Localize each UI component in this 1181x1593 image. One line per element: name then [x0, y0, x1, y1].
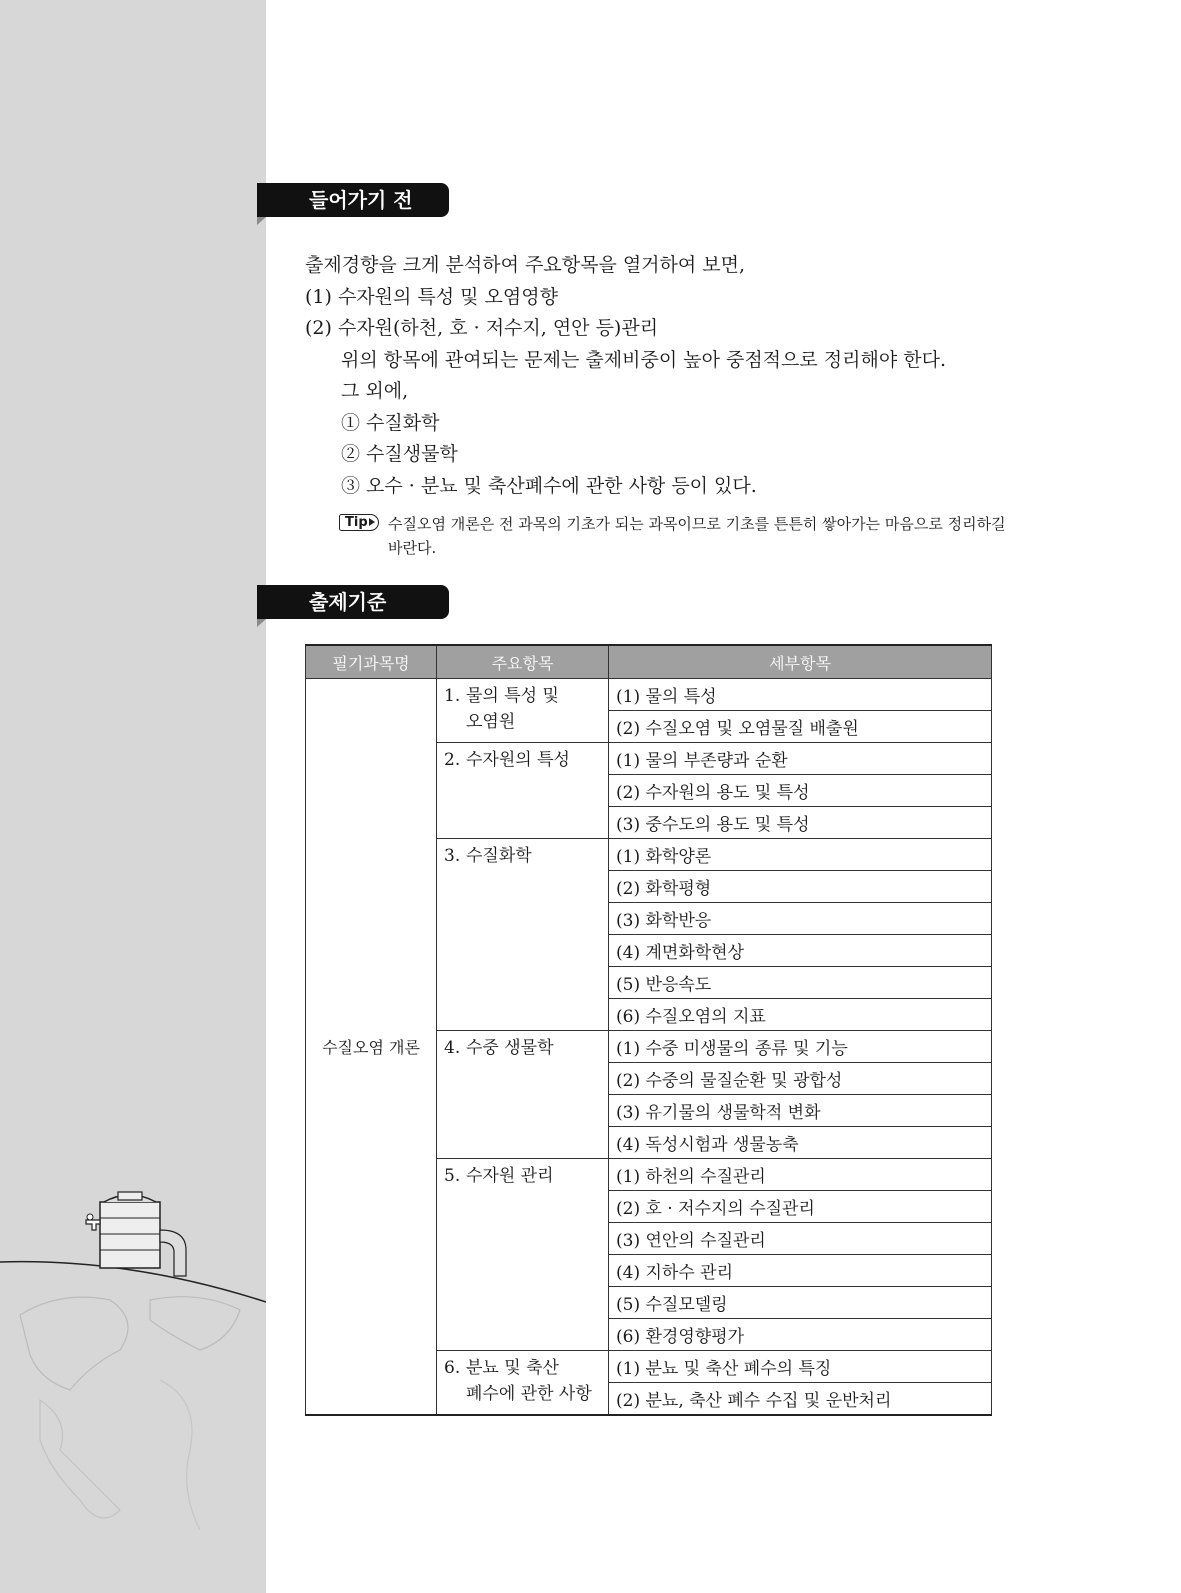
major-item-label: 물의 특성 및 [466, 686, 559, 706]
intro-line: ③ 오수 · 분뇨 및 축산폐수에 관한 사항 등이 있다. [341, 474, 757, 497]
intro-line: 출제경향을 크게 분석하여 주요항목을 열거하여 보면, [305, 254, 746, 276]
major-item-number: 6. [444, 1358, 461, 1378]
major-item-cell [437, 679, 609, 743]
detail-item-cell: (3) 중수도의 용도 및 특성 [609, 807, 992, 839]
detail-item-cell: (2) 수자원의 용도 및 특성 [609, 775, 992, 807]
detail-item-cell: (4) 독성시험과 생물농축 [609, 1127, 992, 1159]
subject-cell: 수질오염 개론 [306, 679, 437, 1416]
tip-text-line: 바란다. [388, 539, 437, 557]
table-row [306, 679, 992, 711]
detail-item-cell: (2) 호 · 저수지의 수질관리 [609, 1191, 992, 1223]
major-item-cell [437, 1351, 609, 1416]
major-item-cell [437, 839, 609, 1031]
intro-line: 그 외에, [341, 380, 409, 402]
major-item-number: 4. [444, 1038, 461, 1058]
major-item-label: 수자원 관리 [466, 1166, 554, 1186]
tip-box [339, 512, 1019, 560]
table-header-row [306, 645, 992, 679]
major-item-label: 수중 생물학 [466, 1038, 554, 1058]
major-item-label-cont: 오염원 [466, 712, 516, 732]
intro-text [305, 250, 1025, 502]
detail-item-cell: (1) 분뇨 및 축산 폐수의 특징 [609, 1351, 992, 1383]
major-item-label-cont: 폐수에 관한 사항 [466, 1384, 592, 1404]
major-item-number: 1. [444, 686, 461, 706]
column-header: 세부항목 [609, 645, 992, 679]
water-tank-on-globe-icon [0, 1150, 266, 1593]
detail-item-cell: (2) 수질오염 및 오염물질 배출원 [609, 711, 992, 743]
detail-item-cell: (1) 하천의 수질관리 [609, 1159, 992, 1191]
criteria-table [305, 644, 992, 1416]
major-item-label: 수자원의 특성 [466, 750, 570, 770]
detail-item-cell: (2) 화학평형 [609, 871, 992, 903]
detail-item-cell: (3) 화학반응 [609, 903, 992, 935]
major-item-cell [437, 1159, 609, 1351]
major-item-number: 5. [444, 1166, 461, 1186]
sidebar-band [0, 0, 266, 1593]
detail-item-cell: (5) 반응속도 [609, 967, 992, 999]
major-item-number: 2. [444, 750, 461, 770]
detail-item-cell: (1) 물의 부존량과 순환 [609, 743, 992, 775]
intro-line: (2) 수자원(하천, 호 · 저수지, 연안 등)관리 [305, 317, 659, 339]
column-header: 주요항목 [437, 645, 609, 679]
tip-text-line: 수질오염 개론은 전 과목의 기초가 되는 과목이므로 기초를 튼튼히 쌓아가는 마음으로 정리하길 [388, 515, 1006, 533]
column-header: 필기과목명 [306, 645, 437, 679]
major-item-cell [437, 743, 609, 839]
detail-item-cell: (2) 분뇨, 축산 폐수 수집 및 운반처리 [609, 1383, 992, 1416]
major-item-label: 분뇨 및 축산 [466, 1358, 559, 1378]
detail-item-cell: (5) 수질모델링 [609, 1287, 992, 1319]
section-header-before: 들어가기 전 [257, 183, 449, 217]
detail-item-cell: (6) 환경영향평가 [609, 1319, 992, 1351]
intro-line: 위의 항목에 관여되는 문제는 출제비중이 높아 중점적으로 정리해야 한다. [341, 348, 946, 371]
detail-item-cell: (4) 계면화학현상 [609, 935, 992, 967]
detail-item-cell: (1) 수중 미생물의 종류 및 기능 [609, 1031, 992, 1063]
detail-item-cell: (3) 연안의 수질관리 [609, 1223, 992, 1255]
detail-item-cell: (1) 물의 특성 [609, 679, 992, 711]
detail-item-cell: (2) 수중의 물질순환 및 광합성 [609, 1063, 992, 1095]
detail-item-cell: (6) 수질오염의 지표 [609, 999, 992, 1031]
intro-line: ① 수질화학 [341, 411, 440, 434]
section-header-criteria: 출제기준 [257, 585, 449, 619]
major-item-cell [437, 1031, 609, 1159]
major-item-number: 3. [444, 846, 461, 866]
major-item-label: 수질화학 [466, 846, 532, 866]
detail-item-cell: (1) 화학양론 [609, 839, 992, 871]
intro-line: ② 수질생물학 [341, 443, 458, 465]
tip-badge: Tip [339, 514, 379, 531]
detail-item-cell: (4) 지하수 관리 [609, 1255, 992, 1287]
detail-item-cell: (3) 유기물의 생물학적 변화 [609, 1095, 992, 1127]
intro-line: (1) 수자원의 특성 및 오염영향 [305, 285, 558, 308]
table-body [306, 679, 992, 1416]
